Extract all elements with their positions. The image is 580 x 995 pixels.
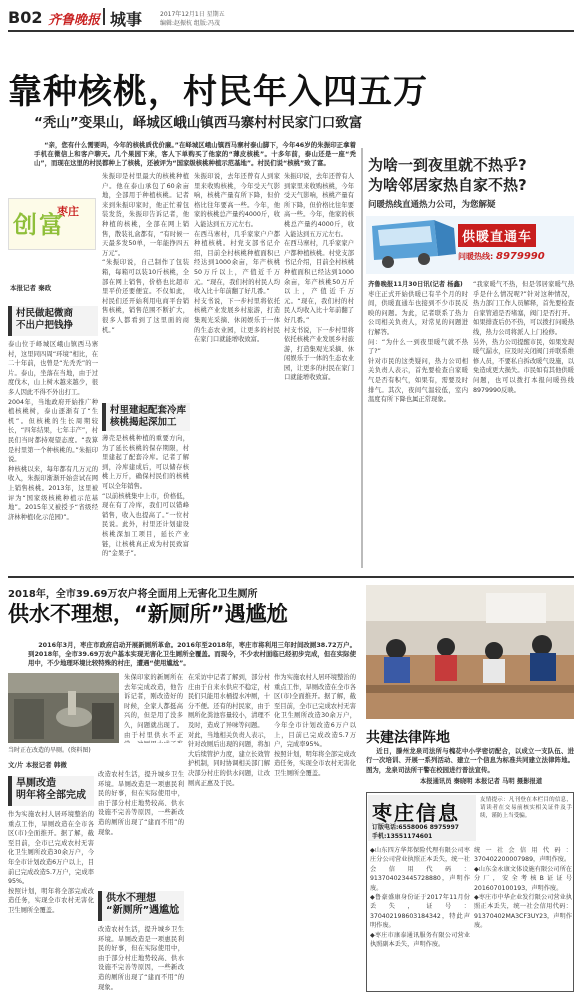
classroom-illustration <box>366 585 574 719</box>
lead-column-3 <box>194 172 280 572</box>
law-headline: 共建法律阵地 <box>366 730 450 746</box>
classifieds-hotline-number: 6558006 8975997 <box>398 824 459 831</box>
lead-column-1-text: 泰山位于峄城区峨山镇西马寨村，这里同四周“环境”相比，在二十年前，也曾是“光秃秃”的一片。泰山，坐落在当地，由于过度伐木，山上树木越来越少，很多人因此不得不外出打工。 2004年，当地政府开始推广种植核桃树，泰山逐渐有了“生机”。但核桃的生长周期较长，“四年结果，七年丰产”，村民们当时都持观望态度。“我算是村里第一个种核桃的。”朱振印说。 种核桃以来，每年都有几万元的收入，朱振印渐渐开始尝试在网上销售核桃。2013年，这里被评为“国家级核桃种植示范基地”。2015年又被授予“省级经济林种植(化示范园)”。 <box>8 341 98 521</box>
classifieds-col-1 <box>370 846 470 990</box>
header-divider <box>103 8 105 25</box>
lead-intro: “亲，您有什么需要吗，今年的核桃质优价廉。”在峄城区峨山镇西马寨村泰山脚下，今年46岁的朱振印正拿着手机在微信上和客户聊天。几个果园下来，客人下单购买了他家的“薄皮核桃”。十多年前，泰山还是一座“秃山”，而现在这里的村民都种上了核桃，还被评为“国家级核桃种植示范基地”。村民们说“核桃”致了富。 <box>34 141 356 168</box>
toilet-headline: 供水不理想，“新厕所”遇尴尬 <box>8 602 288 626</box>
classifieds-hotline <box>372 822 459 831</box>
lead-column-2 <box>102 172 189 402</box>
toilet-photo-caption: 当时正在改造的旱厕。(资料图) <box>8 747 91 754</box>
classifieds-mobile-number: 13551174601 <box>386 833 433 840</box>
toilet-subhead-1: 旱厕改造 明年将全部完成 <box>8 776 94 806</box>
heating-phone-label: 问暖热线: <box>458 252 494 261</box>
heating-headline-1: 为啥一到夜里就不热乎? <box>368 156 527 174</box>
lead-column-4 <box>284 172 354 572</box>
toilet-column-3 <box>188 673 270 992</box>
editor-credits: 编辑:赵振杭 组版:冯茂 <box>160 20 220 27</box>
toilet-photo-illustration <box>8 673 119 743</box>
heating-phone-number: 8979990 <box>496 251 545 262</box>
toilet-column-2a-text: 朱保印家的新厕所在去年完成改造，他告诉记者，刚改造好的时候，全家人都挺高兴的，但是用了没多久，问题就出现了。由于村里供水不正 <box>124 674 183 739</box>
classifieds-title: 枣庄信息 <box>372 801 460 825</box>
logo-text: 创富 <box>13 211 65 239</box>
classifieds-col-2 <box>474 846 572 990</box>
toilet-reporter: 文/片 本报记者 韩微 <box>8 761 67 769</box>
heating-phone <box>458 251 545 262</box>
classifieds-header <box>368 795 476 841</box>
section-name: 城事 <box>110 10 143 29</box>
lead-headline: 靠种核桃，村民年入四五万 <box>8 72 428 112</box>
classifieds-notice: 友情提示：凡刊登在本栏目的信息，请读者在交易前核实相关证件及手续，谨防上当受骗。 <box>480 797 572 819</box>
masthead-logo: 齐鲁晚报 <box>48 13 101 28</box>
page-header <box>8 6 574 28</box>
lead-column-4-text: 朱振印说，去年还曾有人到家里来收购核桃，今年受天气影响，核桃产量有所下降，但价格比往年要高一些。今年，他家的核桃总产量约4000斤，收入能达到五万元左右。 在西马寨村，几乎家家户户都种植核桃。村党支部书记介绍，目前全村核桃种植面积已经达到1000余亩，年产核桃50万斤以上，产值近千万元。“现在，我们村的村民人均收入比十年前翻了好几番。” 村支书说，下一步村里将依托核桃产业发展乡村旅游，打造集观光采摘、休闲娱乐于一体的生态农业园，让更多的村民在家门口就能增收致富。 <box>284 173 354 382</box>
classifieds-hotline-label: 订版电话: <box>372 824 399 831</box>
toilet-column-2c <box>98 925 184 992</box>
toilet-column-4-text: 作为实施农村人居环境整治的重点工作，旱厕改造在全市各区(市)全面推开。据了解，截至目前，全市已完成农村无害化卫生厕所改造30余万户，今年全市计划改造6万户以上，目前已完成改造5.7万户，完成率95%。 按照计划，明年将全部完成改造任务，实现全市农村无害化卫生厕所全覆盖。 <box>274 674 356 777</box>
toilet-intro: 2016年3月，枣庄市政府启动开展新厕所革命。2016年至2018年，枣庄市将利用三年时间改厕38.72万户。到2018年，全市39.69万农户基本实现无害化卫生厕所全覆盖。而现今，不少农村面临已经初步完成，但在实际使用中，不少地理环境比较特殊的村庄，遭遇“使用尴尬”。 <box>28 641 356 668</box>
toilet-column-1-text: 作为实施农村人居环境整治的重点工作，旱厕改造在全市各区(市)全面推开。据了解，截至目前，全市已完成农村无害化卫生厕所改造30余万户，今年全市计划改造6万户以上，目前已完成改造5.7万户，完成率95%。 按照计划，明年将全部完成改造任务，实现全市农村无害化卫生厕所全覆盖。 <box>8 811 94 914</box>
lead-column-2b <box>102 434 189 572</box>
heating-headline-2: 为啥邻居家热自家不热? <box>368 176 527 194</box>
lead-column-2b-text: 薄壳是核桃种植的重要方向，为了延长核桃的保存期限，村里建起了配套冷库。记者了解到，冷库建成后，可以储存核桃上万斤，确保村民们的核桃可以全年销售。 “以前核桃集中上市，价格低，现在有了冷库，我们可以错峰销售，收入也提高了。”一位村民说。此外，村里还计划建设核桃深加工项目，延长产业链，让核桃真正成为村民致富的“金果子”。 <box>102 435 189 558</box>
classified-item: ◆枣庄市中华企业发行限公司营业执照正本丢失，统一社会信用代码：91370402MA3CF3UY23，声明作废。 <box>474 894 572 930</box>
column-divider-right <box>361 148 363 568</box>
toilet-column-2c-text: 改造农村生活，提升城乡卫生环境。旱厕改造是一项惠民利民的好事，但在实际使用中，由于部分村庄地势较高、供水设施不完善等原因，一些新改造的厕所出现了“建而不用”的现象。 <box>98 926 184 991</box>
lead-subheadline: “秃山”变果山，峄城区峨山镇西马寨村村民家门口致富 <box>34 115 363 131</box>
heating-column-2 <box>473 280 574 570</box>
heating-byline: 齐鲁晚报11月30日讯(记者 杨鑫) <box>368 281 463 288</box>
lead-column-2-text: 朱振印是村里最大的核桃种植户。他在泰山承包了60余亩地，全部用于种植核桃。记者来到朱振印家时，他正忙着包装发货，朱振印告诉记者，他种植的核桃，全部在网上销售，散装礼盒都有，“有时候一天最多发50单，一年能挣四五万元”。 “朱振印说，自己制作了包装箱，每箱可以装10斤核桃，全部在网上销售，价格也比超市里平价还要便宜。不仅如此，村民们还开始利用电商平台销售核桃，销售范围不断扩大，很多人都看到了这里面的商机。” <box>102 173 189 334</box>
classified-item: 统一社会信用代码：370402200007989，声明作废。 <box>474 847 572 864</box>
heating-column-2-text: “我家暖气不热，但是邻居家暖气热乎是什么情况呢?”针对这种情况，热力部门工作人员解释，首先要检查自家管道是否堵塞，阀门是否打开。如果排查后仍不热，可以拨打问暖热线，热力公司将派人上门检修。 另外，热力公司提醒市民，如果发现暖气漏水，应及时关闭阀门并联系维修人员，不要私自拆改暖气设施，以免造成更大损失。市民如有其他供暖问题，也可以拨打本报问暖热线8979990反映。 <box>473 281 574 394</box>
heating-column-1 <box>368 280 468 570</box>
heating-ad-title: 供暖直通车 <box>458 224 536 247</box>
classified-item: ◆枣庄市康泰通讯服务有限公司营业执照副本丢失，声明作废。 <box>370 931 470 949</box>
toilet-photo <box>8 673 119 743</box>
law-text: 近日，滕州龙泉司法所与槐花中小学密切配合，以成立一支队伍、进行一次培训、开展一系列活动、建立一个信息为标准共同建立法律阵地。图为，龙泉司法所干警在校园进行普法宣传。 <box>366 747 574 774</box>
toilet-column-4 <box>274 673 356 992</box>
lead-subhead-1: 村民做起微商 不出户把钱挣 <box>8 306 98 336</box>
toilet-column-1 <box>8 810 94 992</box>
header-rule <box>8 30 574 32</box>
logo-small-text: 枣庄 <box>57 205 79 218</box>
heating-column-1-text: 枣庄正式开始供暖已有半个月的时间，供暖直通车也接到不少市民反映的问题。为此，记者联系了热力公司相关负责人，对常见的问题进行解答。 问：“为什么一到夜里暖气就不热了?” 针对市民的这类疑问，热力公司相关负责人表示，首先要检查自家暖气是否有积气，如果有，需要及时排气。其次，夜间气温较低，室内温度有所下降也属正常现象。 <box>368 290 468 404</box>
column-logo <box>8 198 96 250</box>
classified-item: ◆山东四方华邦保险代理有限公司枣庄分公司营业执照正本丢失，统一社会信用代码：913704023445728880，声明作废。 <box>370 847 470 892</box>
lead-reporter: 本报记者 秦政 <box>10 284 52 292</box>
law-byline: 本报通讯员 秦晓明 本报记者 马明 摄影报道 <box>420 778 543 785</box>
lead-column-3-text: 朱振印说，去年还曾有人到家里来收购核桃，今年受天气影响，核桃产量有所下降，但价格比往年要高一些。今年，他家的核桃总产量约4000斤，收入能达到五万元左右。 在西马寨村，几乎家家户户都种植核桃。村党支部书记介绍，目前全村核桃种植面积已经达到1000余亩，年产核桃50万斤以上，产值近千万元。“现在，我们村的村民人均收入比十年前翻了好几番。” 村支书说，下一步村里将依托核桃产业发展乡村旅游，打造集观光采摘、休闲娱乐于一体的生态农业园，让更多的村民在家门口就能增收致富。 <box>194 173 280 344</box>
toilet-kicker: 2018年，全市39.69万农户将全面用上无害化卫生厕所 <box>8 589 258 600</box>
page-number: B02 <box>8 8 43 27</box>
heating-ad-banner <box>366 216 574 274</box>
classified-item: ◆山东金永康文体设施有限公司所在分厂，安全考核B证证号2016070100193，声明作废。 <box>474 865 572 892</box>
toilet-column-2a <box>124 673 183 743</box>
toilet-column-2 <box>98 770 184 888</box>
law-photo <box>366 585 574 719</box>
section-rule <box>8 576 574 578</box>
lead-column-1 <box>8 340 98 570</box>
toilet-subhead-2: 供水不理想 “新厕所”遇尴尬 <box>98 891 184 921</box>
classifieds-mobile <box>372 831 432 840</box>
toilet-column-3-text: 在采访中记者了解到，部分村庄由于自来水供应不稳定，村民们只能用水桶提水冲厕，十分不便。还有的村民家，由于厕所化粪池容量较小，清理不及时，造成了异味等问题。 对此，当地相关负责人表示，针对改厕后出现的问题，将加大后续管护力度，建立长效管护机制，同时协调相关部门解决部分村庄的供水问题，让改厕真正惠及于民。 <box>188 674 270 787</box>
lead-subhead-2: 村里建起配套冷库 核桃揭起深加工 <box>102 403 190 431</box>
issue-date: 2017年12月1日 星期五 <box>160 11 225 18</box>
classified-item: ◆鲁豪盛康身份证于2017年11月份丢失，证号：370402198603184342，特此声明作废。 <box>370 894 470 930</box>
classifieds-mobile-label: 手机: <box>372 833 387 840</box>
heating-subheadline: 问暖热线直通热力公司，为您解疑 <box>368 200 496 210</box>
toilet-column-2-text: 改造农村生活，提升城乡卫生环境。旱厕改造是一项惠民利民的好事，但在实际使用中，由于部分村庄地势较高、供水设施不完善等原因，一些新改造的厕所出现了“建而不用”的现象。 <box>98 771 184 836</box>
